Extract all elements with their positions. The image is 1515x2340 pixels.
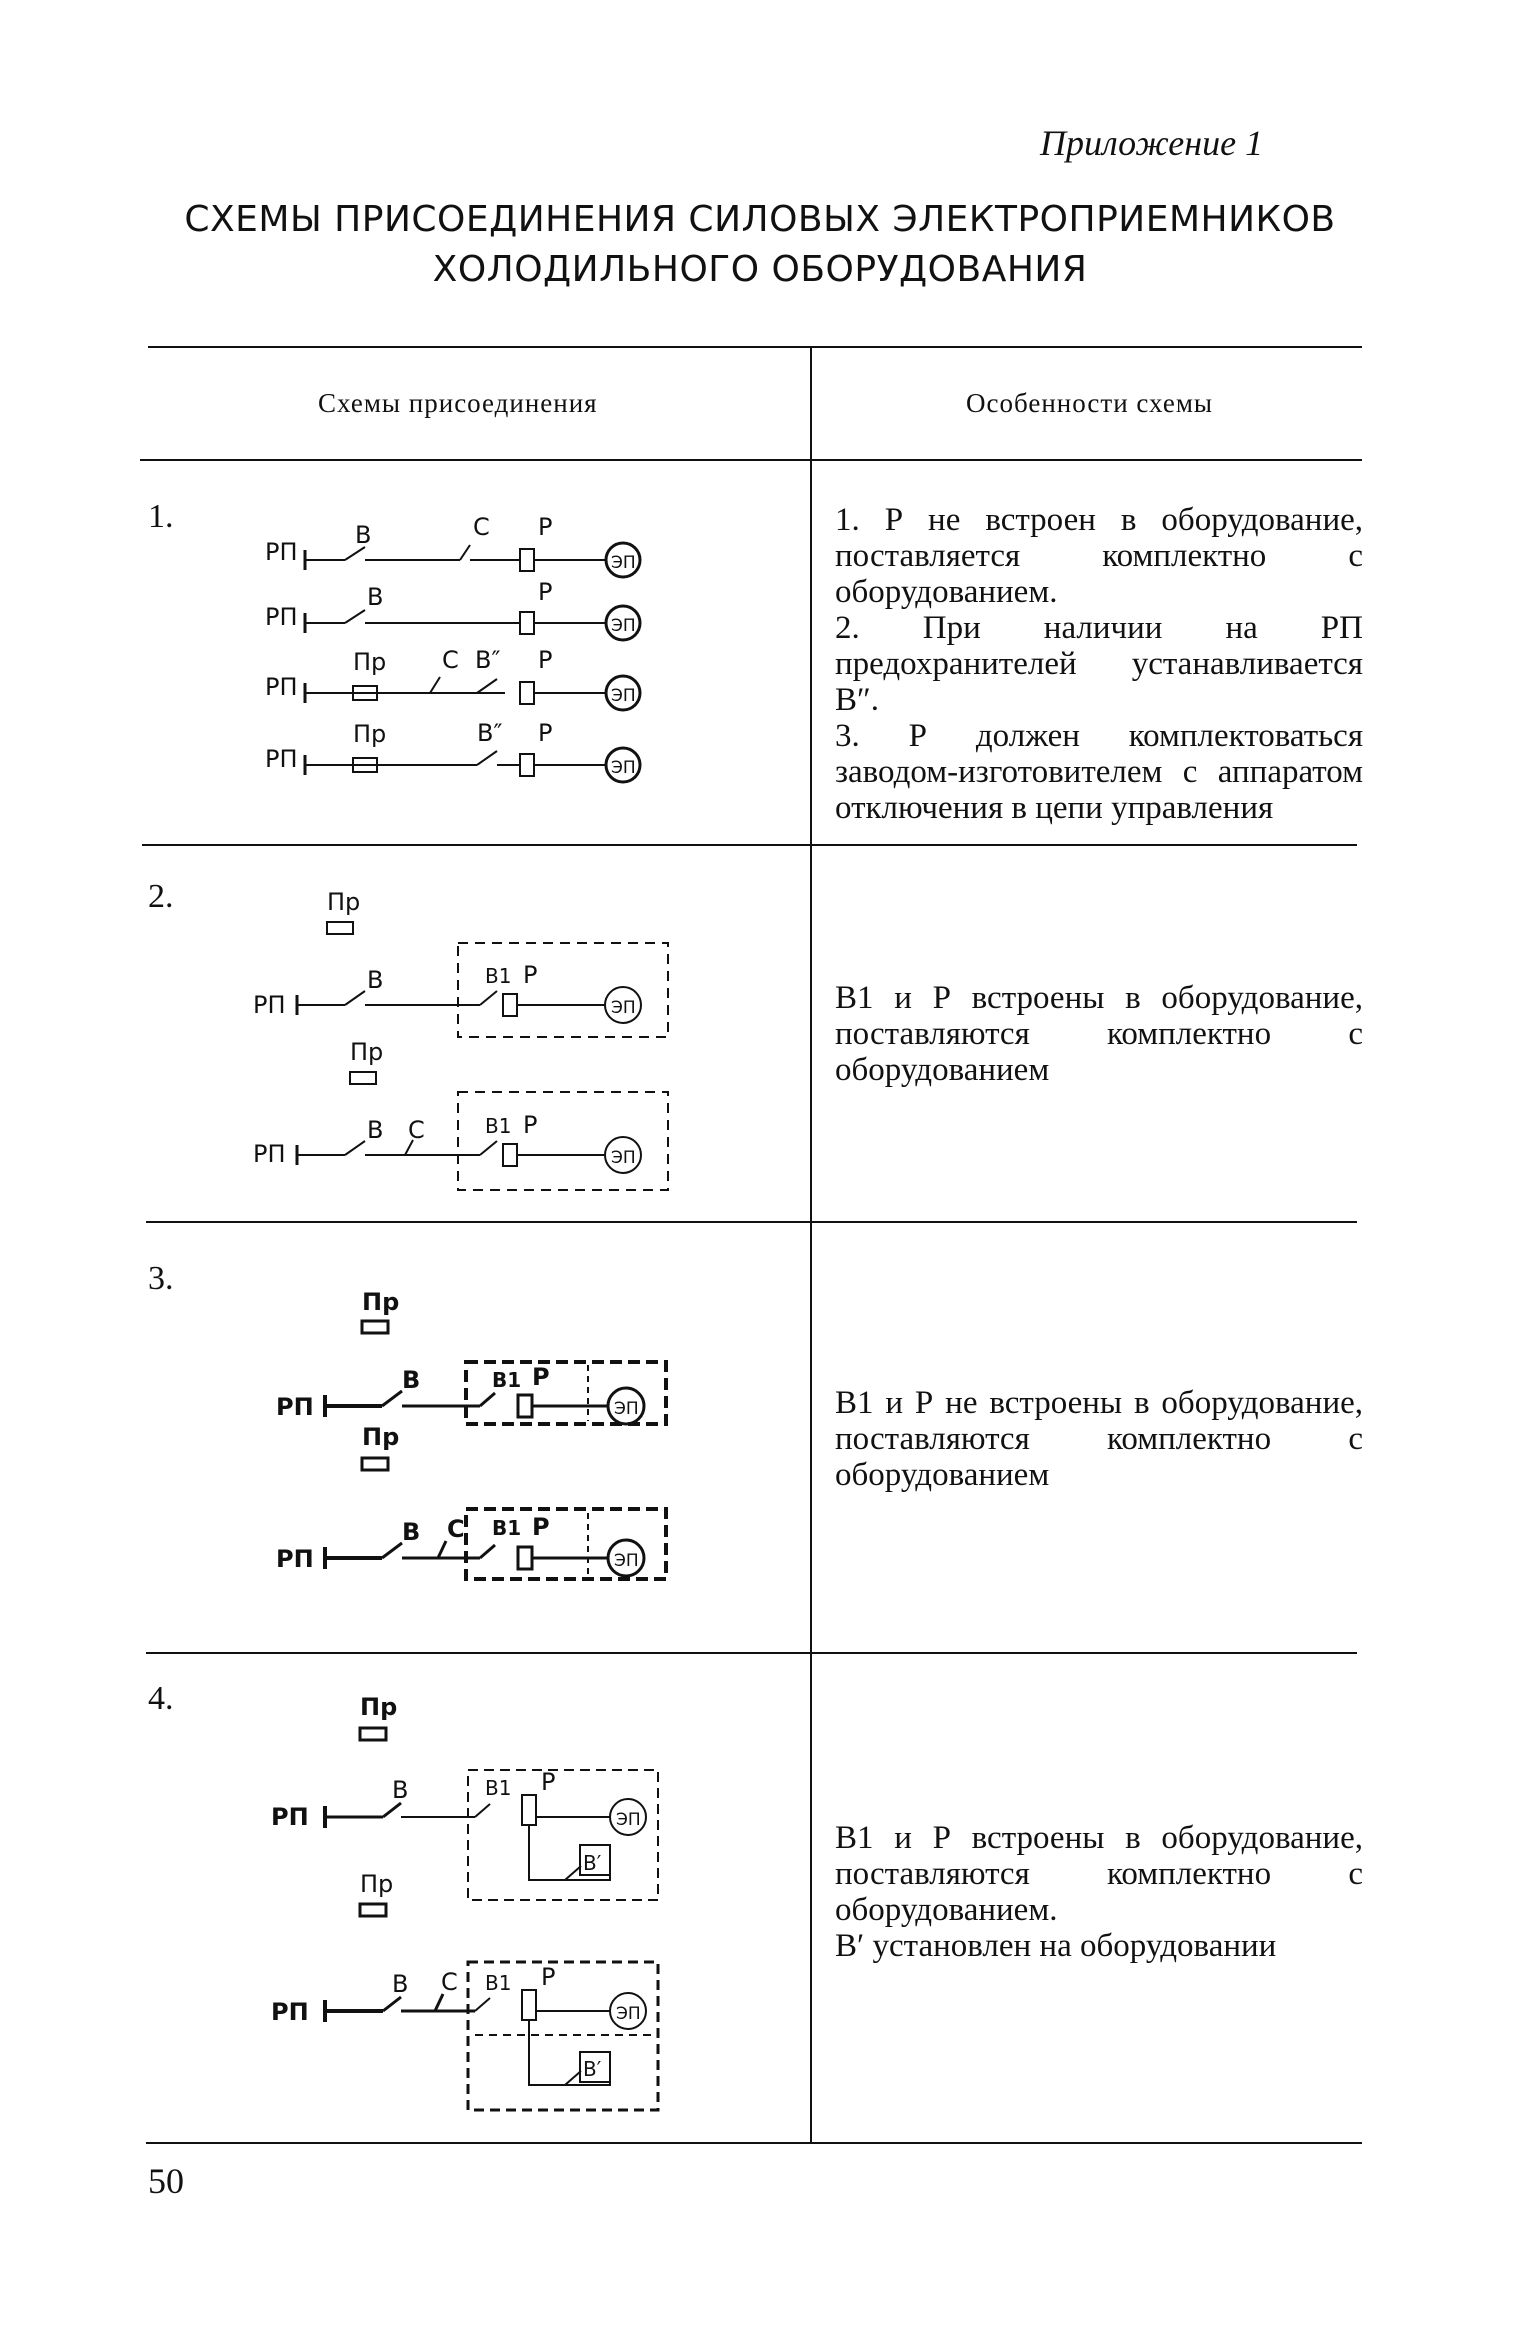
b-label: В: [402, 1518, 421, 1546]
row4-schematics: [265, 1690, 685, 2110]
p-label: Р: [541, 1963, 556, 1991]
row4-schematic-a: [271, 1693, 658, 1900]
ep-label: ЭП: [614, 1551, 639, 1571]
b1-label: В1: [485, 1776, 512, 1800]
p-label: Р: [523, 1111, 538, 1139]
row1-note-3: 3. Р должен комплектоваться заводом-изготовителем с аппаратом отключения в цепи управления: [835, 718, 1363, 826]
pr-label: Пр: [350, 1038, 384, 1066]
relay-p-symbol: [520, 612, 534, 634]
p-label: Р: [538, 513, 553, 541]
row1-schematic-c: [265, 646, 640, 710]
switch-b-symbol: [345, 610, 365, 623]
row2-note-1: В1 и Р встроены в оборудование, поставляются комплектно с оборудованием: [835, 980, 1363, 1088]
column-header-features: Особенности схемы: [966, 388, 1214, 418]
title-line-2: ХОЛОДИЛЬНОГО ОБОРУДОВАНИЯ: [432, 249, 1088, 290]
c-label: С: [447, 1515, 465, 1543]
switch-b-symbol: [345, 991, 365, 1005]
relay-p-symbol: [520, 549, 534, 571]
appendix-label: Приложение 1: [1040, 123, 1264, 163]
pr-label: Пр: [360, 1693, 398, 1721]
fuse-pr-symbol: [362, 1321, 388, 1333]
row1-schematics: [255, 505, 675, 795]
rp-label: РП: [276, 1393, 314, 1421]
row2-notes: [835, 980, 1363, 1088]
row1-schematic-a: [265, 513, 640, 577]
row1-schematic-b: [265, 578, 640, 640]
b-label: В: [367, 583, 384, 611]
b1-label: В1: [485, 964, 512, 988]
pr-label: Пр: [327, 888, 361, 916]
row3-schematic-b: [276, 1423, 666, 1579]
relay-p-symbol: [503, 1144, 517, 1166]
ep-label: ЭП: [616, 2004, 641, 2024]
rp-label: РП: [253, 991, 286, 1019]
switch-b-symbol: [383, 1803, 401, 1817]
page-number: 50: [148, 2161, 184, 2201]
ep-label: ЭП: [611, 616, 636, 636]
contactor-c-symbol: [460, 545, 470, 560]
b-label: В: [392, 1776, 409, 1804]
ep-label: ЭП: [611, 758, 636, 778]
contactor-c-symbol: [430, 677, 440, 693]
p-label: Р: [541, 1768, 556, 1796]
b1-label: В1: [492, 1368, 522, 1392]
relay-p-symbol: [520, 754, 534, 776]
fuse-pr-symbol: [350, 1072, 376, 1084]
pr-label: Пр: [362, 1288, 400, 1316]
equipment-boundary: [458, 943, 668, 1037]
switch-b-dd-symbol: [477, 679, 497, 693]
rp-label: РП: [253, 1140, 286, 1168]
rp-label: РП: [265, 538, 298, 566]
switch-b1-symbol: [480, 1393, 495, 1406]
ep-label: ЭП: [614, 1399, 639, 1419]
b-prime-label: В′: [583, 2057, 602, 2081]
row-number-2: 2.: [148, 878, 174, 915]
equipment-boundary: [458, 1092, 668, 1190]
relay-p-symbol: [522, 1990, 536, 2020]
row1-notes: [835, 502, 1363, 826]
pr-label: Пр: [362, 1423, 400, 1451]
relay-p-symbol: [518, 1547, 532, 1569]
rp-label: РП: [265, 673, 298, 701]
b-label: В: [355, 521, 372, 549]
c-label: С: [473, 513, 490, 541]
row4-schematic-b: [271, 1870, 658, 2110]
p-label: Р: [523, 961, 538, 989]
row1-note-1: 1. Р не встроен в оборудование, поставляется комплектно с оборудованием.: [835, 502, 1363, 610]
relay-p-symbol: [520, 682, 534, 704]
row4-note-1: В1 и Р встроены в оборудование, поставляются комплектно с оборудованием.: [835, 1820, 1363, 1928]
p-label: Р: [538, 719, 553, 747]
switch-b1-symbol: [475, 1804, 490, 1817]
rp-label: РП: [265, 745, 298, 773]
b-label: В: [392, 1970, 409, 1998]
b1-label: В1: [485, 1971, 512, 1995]
ep-label: ЭП: [611, 686, 636, 706]
p-label: Р: [532, 1513, 550, 1541]
row2-schematics: [245, 885, 685, 1205]
p-label: Р: [538, 646, 553, 674]
row3-schematics: [270, 1285, 690, 1605]
row4-note-2: В′ установлен на оборудовании: [835, 1928, 1277, 1964]
b-label: В: [367, 966, 384, 994]
b-label: В: [367, 1116, 384, 1144]
row4-notes: [835, 1820, 1363, 1964]
row3-schematic-a: [276, 1288, 666, 1424]
switch-b-symbol: [383, 1997, 401, 2011]
row2-schematic-b: [253, 1038, 668, 1190]
switch-b-prime-symbol: [565, 2071, 581, 2085]
p-label: Р: [532, 1363, 550, 1391]
switch-b1-symbol: [480, 991, 497, 1005]
contactor-c-symbol: [438, 1541, 446, 1558]
relay-p-symbol: [522, 1795, 536, 1825]
switch-b1-symbol: [475, 1998, 490, 2011]
contactor-c-symbol: [435, 1994, 443, 2011]
b1-label: В1: [492, 1516, 522, 1540]
fuse-pr-symbol: [362, 1458, 388, 1470]
column-header-schemes: Схемы присоединения: [318, 388, 598, 418]
rp-label: РП: [271, 1998, 309, 2026]
switch-b-symbol: [382, 1391, 402, 1406]
pr-label: Пр: [353, 720, 387, 748]
fuse-pr-symbol: [360, 1728, 386, 1740]
row-number-4: 4.: [148, 1680, 174, 1717]
rp-label: РП: [271, 1803, 309, 1831]
switch-b-symbol: [382, 1543, 402, 1558]
row2-schematic-a: [253, 888, 668, 1037]
fuse-pr-symbol: [360, 1904, 386, 1916]
row3-note-1: В1 и Р не встроены в оборудование, поставляются комплектно с оборудованием: [835, 1385, 1363, 1493]
switch-b-dd-symbol: [477, 751, 497, 765]
c-label: С: [442, 646, 459, 674]
ep-label: ЭП: [611, 998, 636, 1018]
pr-label: Пр: [353, 648, 387, 676]
b-label: В: [402, 1366, 421, 1394]
c-label: С: [441, 1968, 458, 1996]
switch-b-symbol: [345, 1141, 365, 1155]
row1-schematic-d: [265, 719, 640, 782]
relay-p-symbol: [518, 1395, 532, 1417]
b-prime-label: В′: [583, 1851, 602, 1875]
switch-b-prime-symbol: [565, 1866, 581, 1880]
fuse-pr-symbol: [327, 922, 353, 934]
row3-notes: [835, 1385, 1363, 1493]
switch-b1-symbol: [480, 1545, 495, 1558]
ep-label: ЭП: [611, 553, 636, 573]
pr-label: Пр: [360, 1870, 394, 1898]
relay-p-symbol: [503, 994, 517, 1016]
row-number-1: 1.: [148, 498, 174, 535]
b-dd-label: В″: [477, 719, 503, 747]
ep-label: ЭП: [611, 1148, 636, 1168]
p-label: Р: [538, 578, 553, 606]
title-line-1: СХЕМЫ ПРИСОЕДИНЕНИЯ СИЛОВЫХ ЭЛЕКТРОПРИЕМНИКОВ: [184, 199, 1336, 240]
row1-note-2: 2. При наличии на РП предохранителей устанавливается В″.: [835, 610, 1363, 718]
ep-label: ЭП: [616, 1810, 641, 1830]
b-dd-label: В″: [475, 646, 501, 674]
c-label: С: [408, 1116, 425, 1144]
b1-label: В1: [485, 1114, 512, 1138]
row-number-3: 3.: [148, 1260, 174, 1297]
switch-b1-symbol: [480, 1141, 497, 1155]
rp-label: РП: [276, 1545, 314, 1573]
rp-label: РП: [265, 603, 298, 631]
